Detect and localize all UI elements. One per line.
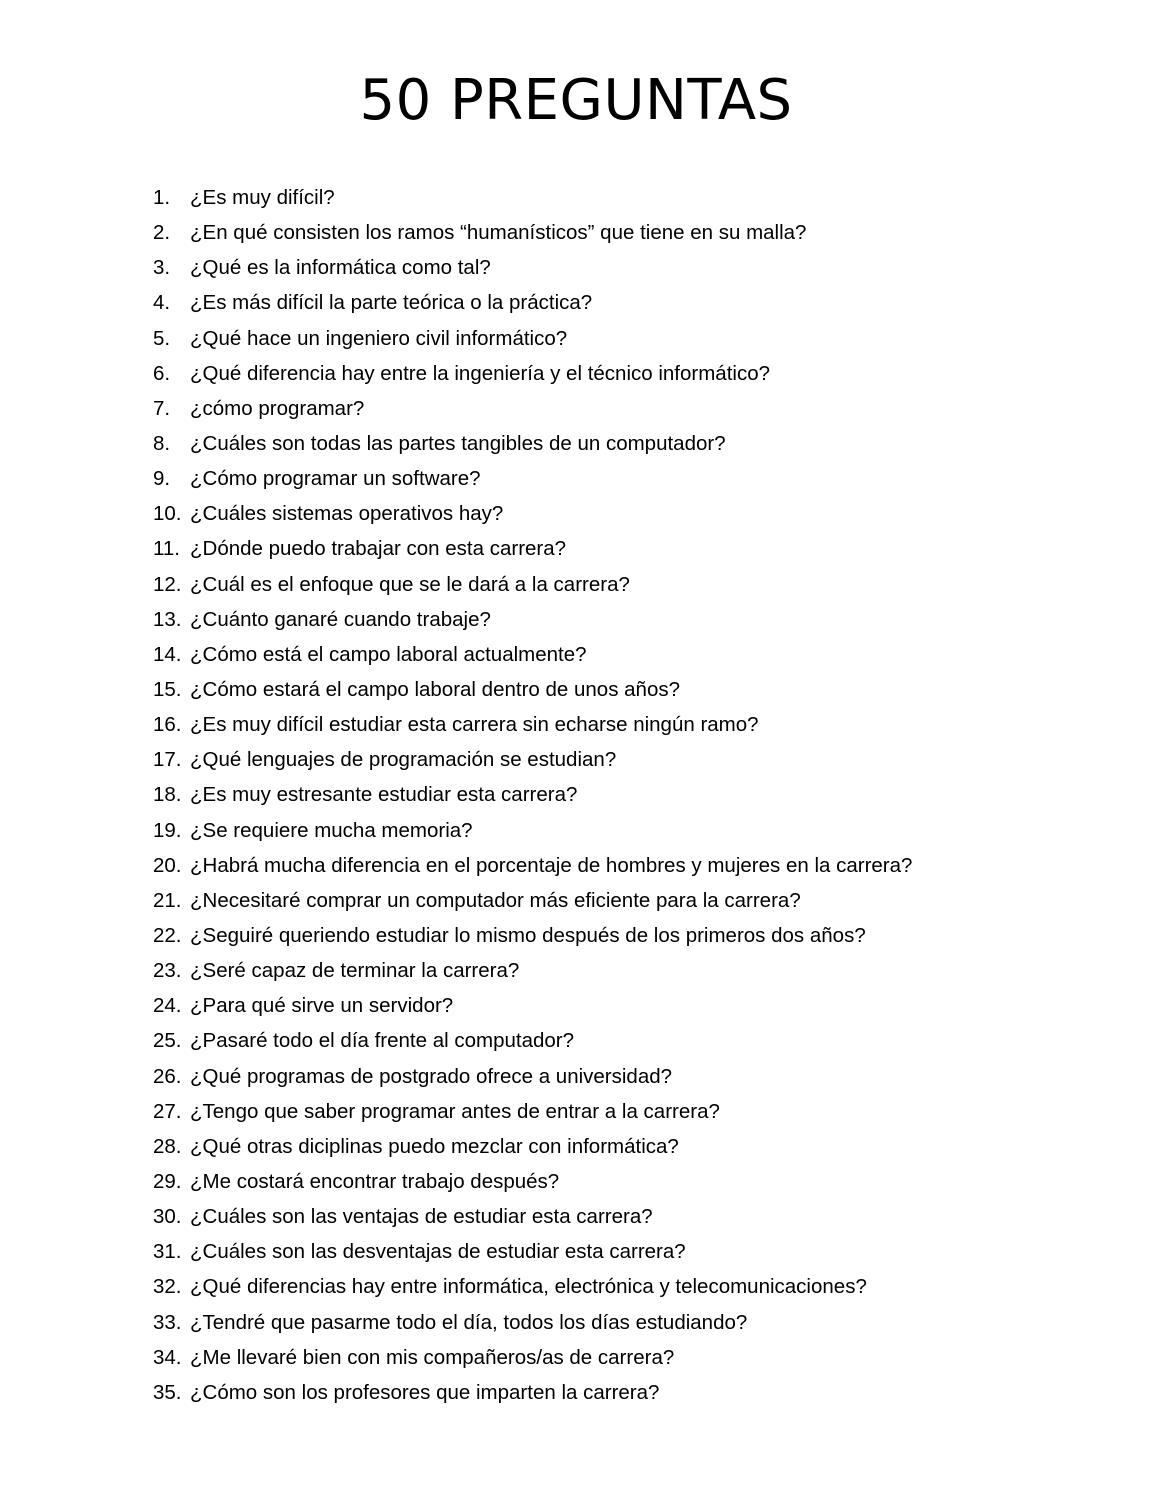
- question-number: 20.: [153, 853, 182, 877]
- question-text: ¿Tengo que saber programar antes de entrar a la carrera?: [190, 1099, 720, 1123]
- question-number: 3.: [153, 256, 171, 280]
- question-text: ¿Seguiré queriendo estudiar lo mismo después de los primeros dos años?: [190, 923, 866, 947]
- question-text: ¿Es más difícil la parte teórica o la práctica?: [190, 291, 593, 315]
- question-text: ¿Tendré que pasarme todo el día, todos los días estudiando?: [190, 1310, 748, 1334]
- question-number: 17.: [153, 748, 182, 772]
- page-title: 50 PREGUNTAS: [359, 68, 793, 133]
- question-number: 5.: [153, 326, 171, 350]
- question-number: 25.: [153, 1029, 182, 1053]
- question-number: 30.: [153, 1205, 182, 1229]
- question-number: 34.: [153, 1345, 182, 1369]
- question-text: ¿Pasaré todo el día frente al computador?: [190, 1029, 575, 1053]
- question-number: 8.: [153, 431, 171, 455]
- question-text: ¿Para qué sirve un servidor?: [190, 994, 454, 1018]
- question-number: 4.: [153, 291, 171, 315]
- question-text: ¿Cuáles son las desventajas de estudiar esta carrera?: [190, 1240, 686, 1264]
- question-number: 6.: [153, 361, 171, 385]
- question-number: 24.: [153, 994, 182, 1018]
- question-text: ¿Es muy estresante estudiar esta carrera?: [190, 783, 578, 807]
- question-text: ¿En qué consisten los ramos “humanísticos” que tiene en su malla?: [190, 221, 807, 245]
- question-number: 15.: [153, 677, 182, 701]
- question-text: ¿Qué hace un ingeniero civil informático?: [190, 326, 568, 350]
- question-number: 18.: [153, 783, 182, 807]
- question-text: ¿Es muy difícil estudiar esta carrera sin echarse ningún ramo?: [190, 713, 759, 737]
- question-text: ¿Qué lenguajes de programación se estudian?: [190, 748, 617, 772]
- question-text: ¿Cómo son los profesores que imparten la carrera?: [190, 1380, 660, 1404]
- question-text: ¿Cuáles son todas las partes tangibles de un computador?: [190, 431, 726, 455]
- question-text: ¿Cuál es el enfoque que se le dará a la carrera?: [190, 572, 630, 596]
- question-text: ¿Me llevaré bien con mis compañeros/as de carrera?: [190, 1345, 675, 1369]
- question-text: ¿Qué otras diciplinas puedo mezclar con informática?: [190, 1134, 679, 1158]
- question-text: ¿Cómo estará el campo laboral dentro de unos años?: [190, 677, 681, 701]
- question-number: 22.: [153, 923, 182, 947]
- question-number: 26.: [153, 1064, 182, 1088]
- question-text: ¿Se requiere mucha memoria?: [190, 818, 473, 842]
- question-number: 16.: [153, 713, 182, 737]
- question-text: ¿Dónde puedo trabajar con esta carrera?: [190, 537, 567, 561]
- question-text: ¿Cuáles sistemas operativos hay?: [190, 502, 504, 526]
- question-number: 12.: [153, 572, 182, 596]
- question-number: 19.: [153, 818, 182, 842]
- question-text: ¿Cómo programar un software?: [190, 467, 481, 491]
- question-text: ¿Habrá mucha diferencia en el porcentaje de hombres y mujeres en la carrera?: [190, 853, 913, 877]
- question-number: 31.: [153, 1240, 182, 1264]
- question-text: ¿Qué diferencias hay entre informática, electrónica y telecomunicaciones?: [190, 1275, 867, 1299]
- question-number: 13.: [153, 607, 182, 631]
- question-number: 27.: [153, 1099, 182, 1123]
- question-number: 9.: [153, 467, 171, 491]
- question-text: ¿Qué es la informática como tal?: [190, 256, 491, 280]
- question-number: 1.: [153, 186, 171, 209]
- question-number: 7.: [153, 396, 171, 420]
- question-number: 28.: [153, 1134, 182, 1158]
- question-text: ¿cómo programar?: [190, 396, 365, 420]
- question-number: 14.: [153, 642, 182, 666]
- question-number: 21.: [153, 888, 182, 912]
- question-number: 29.: [153, 1169, 182, 1193]
- question-number: 33.: [153, 1310, 182, 1334]
- question-number: 10.: [153, 502, 182, 526]
- question-text: ¿Qué diferencia hay entre la ingeniería y el técnico informático?: [190, 361, 771, 385]
- question-text: ¿Necesitaré comprar un computador más eficiente para la carrera?: [190, 888, 801, 912]
- question-text: ¿Qué programas de postgrado ofrece a universidad?: [190, 1064, 673, 1088]
- question-text: ¿Cómo está el campo laboral actualmente?: [190, 642, 587, 666]
- question-number: 35.: [153, 1380, 182, 1404]
- question-text: ¿Es muy difícil?: [190, 186, 335, 209]
- question-number: 11.: [153, 537, 180, 561]
- question-text: ¿Cuánto ganaré cuando trabaje?: [190, 607, 491, 631]
- question-number: 2.: [153, 221, 171, 245]
- question-text: ¿Cuáles son las ventajas de estudiar esta carrera?: [190, 1205, 653, 1229]
- question-number: 23.: [153, 959, 182, 983]
- question-number: 32.: [153, 1275, 182, 1299]
- question-text: ¿Me costará encontrar trabajo después?: [190, 1169, 560, 1193]
- question-text: ¿Seré capaz de terminar la carrera?: [190, 959, 520, 983]
